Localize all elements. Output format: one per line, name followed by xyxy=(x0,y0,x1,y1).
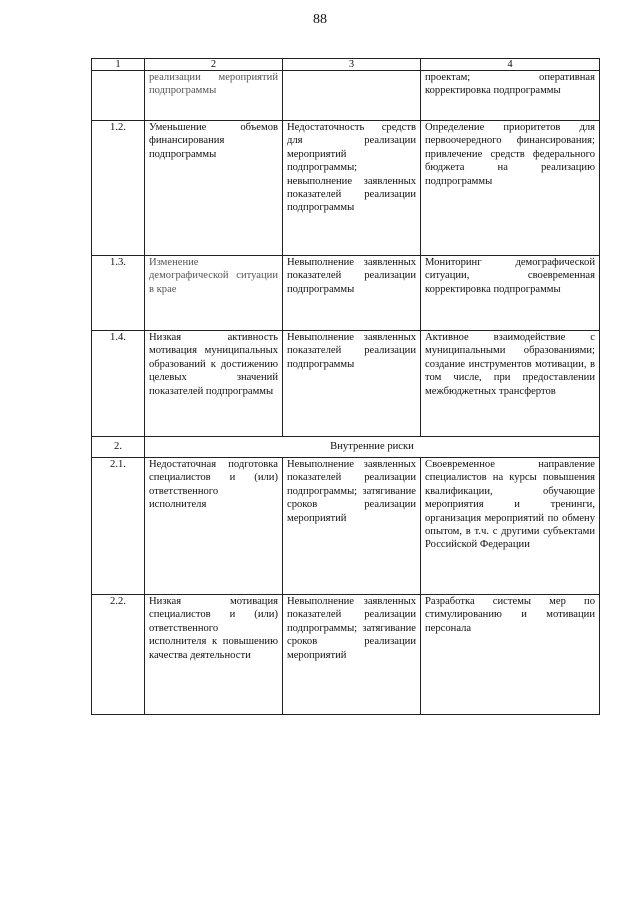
risk-consequence xyxy=(283,71,421,121)
risk-description: Низкая мотивация специалистов и (или) ответственного исполнителя к повышению качества деятельности xyxy=(145,595,283,715)
table-row xyxy=(92,71,600,121)
table-header-row xyxy=(92,59,600,71)
row-number: 2.2. xyxy=(92,595,145,715)
column-header: 4 xyxy=(421,59,600,71)
risk-consequence: Невыполнение заявленных показателей реализации подпрограммы xyxy=(283,331,421,437)
risk-mitigation: Мониторинг демографической ситуации, своевременная корректировка подпрограммы xyxy=(421,256,600,331)
table-row xyxy=(92,458,600,595)
section-header-row xyxy=(92,437,600,458)
section-title: Внутренние риски xyxy=(145,437,600,458)
risk-mitigation: проектам; оперативная корректировка подпрограммы xyxy=(421,71,600,121)
row-number xyxy=(92,71,145,121)
column-header: 3 xyxy=(283,59,421,71)
table-row xyxy=(92,331,600,437)
table-row xyxy=(92,256,600,331)
row-number: 1.4. xyxy=(92,331,145,437)
row-number: 1.2. xyxy=(92,121,145,256)
risk-mitigation: Разработка системы мер по стимулированию и мотивации персонала xyxy=(421,595,600,715)
risk-description: реализации мероприятий подпрограммы xyxy=(145,71,283,121)
risk-consequence: Невыполнение заявленных показателей реализации подпрограммы xyxy=(283,256,421,331)
risk-description: Изменение демографической ситуации в крае xyxy=(145,256,283,331)
risk-description: Уменьшение объемов финансирования подпрограммы xyxy=(145,121,283,256)
risk-mitigation: Активное взаимодействие с муниципальными образованиями; создание инструментов мотивации, в том числе, при предоставлении межбюджетных трансфертов xyxy=(421,331,600,437)
risk-description: Низкая активность мотивация муниципальных образований к достижению целевых значений показателей подпрограммы xyxy=(145,331,283,437)
risk-table xyxy=(91,58,600,715)
risk-consequence: Невыполнение заявленных показателей реализации подпрограммы; затягивание сроков реализации мероприятий xyxy=(283,595,421,715)
risk-consequence: Недостаточность средств для реализации мероприятий подпрограммы; невыполнение заявленных показателей реализации подпрограммы xyxy=(283,121,421,256)
row-number: 2.1. xyxy=(92,458,145,595)
table-row xyxy=(92,121,600,256)
risk-mitigation: Определение приоритетов для первоочередного финансирования; привлечение средств федерального бюджета на реализацию подпрограммы xyxy=(421,121,600,256)
risk-mitigation: Своевременное направление специалистов на курсы повышения квалификации, обучающие мероприятия и тренинги, организация мероприятий по обмену опытом, в т.ч. с другими субъектами Российской Федерации xyxy=(421,458,600,595)
row-number: 1.3. xyxy=(92,256,145,331)
risk-description: Недостаточная подготовка специалистов и (или) ответственного исполнителя xyxy=(145,458,283,595)
column-header: 1 xyxy=(92,59,145,71)
table-row xyxy=(92,595,600,715)
risk-consequence: Невыполнение заявленных показателей реализации подпрограммы; затягивание сроков реализации мероприятий xyxy=(283,458,421,595)
section-number: 2. xyxy=(92,437,145,458)
column-header: 2 xyxy=(145,59,283,71)
page-number: 88 xyxy=(313,12,327,27)
